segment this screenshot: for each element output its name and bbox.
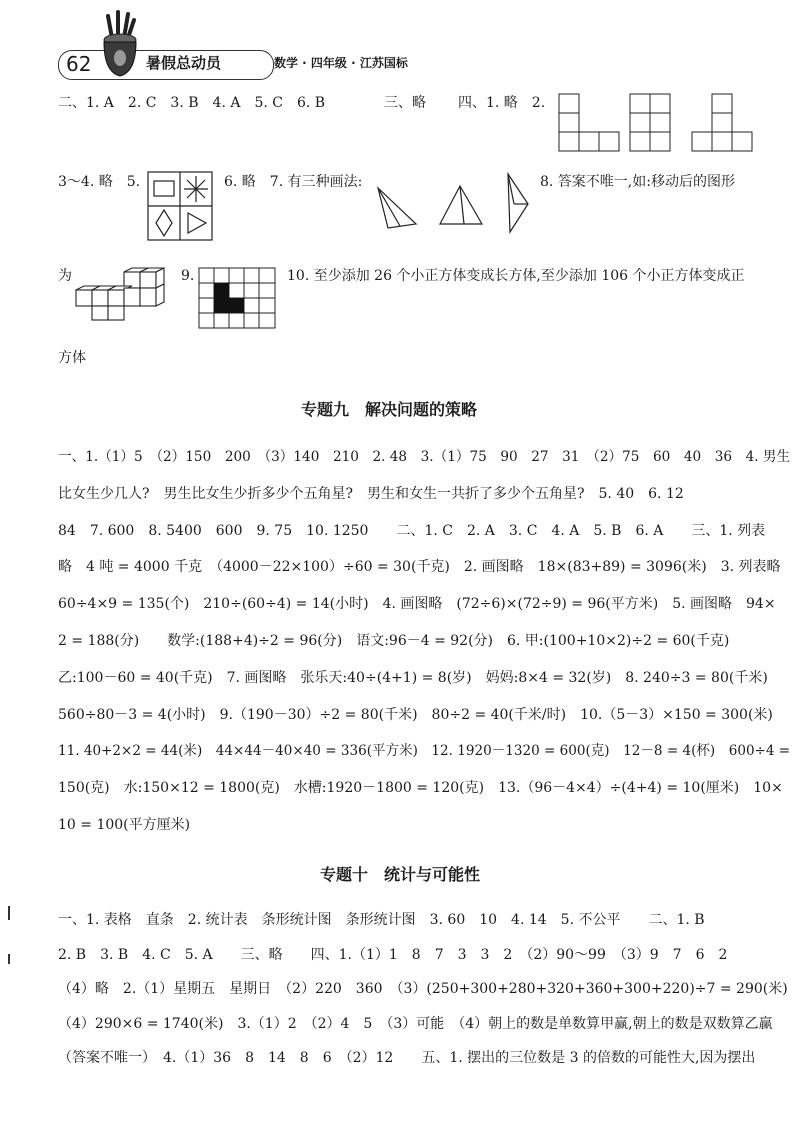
answer-line: （4）略 2.（1）星期五 星期日 （2）220 360 （3）(250+300+280+320+360+300+220)÷7 = 290(米) [58,981,788,997]
answer-line: 84 7. 600 8. 5400 600 9. 75 10. 1250 二、1. C 2. A 3. C 4. A 5. B 6. A 三、1. 列表 [58,522,766,539]
answer-line: 一、1.（1）5 （2）150 200 （3）140 210 2. 48 3.（1）75 90 27 31 （2）75 60 40 36 4. 男生 [58,449,791,465]
answer-line: 三、略 [384,95,426,111]
answer-line: 二、1. A 2. C 3. B 4. A 5. C 6. B [58,95,326,111]
section-title: 专题九 解决问题的策略 [301,400,478,419]
page-number: 62 [66,52,92,76]
answer-line: 2 = 188(分) 数学:(188+4)÷2 = 96(分) 语文:96－4 = 92(分) 6. 甲:(100+10×2)÷2 = 60(千克) [58,633,730,649]
answer-line: 方体 [58,350,86,366]
margin-mark [8,954,10,964]
margin-mark [8,906,10,920]
answer-line: 10 = 100(平方厘米) [58,817,191,833]
answer-line: 150(克) 水:150×12 = 1800(克) 水槽:1920－1800 = 120(克) 13.（96－4×4）÷(4+4) = 10(厘米) 10× [58,780,783,797]
answer-line: 3～4. 略 5. [58,174,141,190]
answer-line: 60÷4×9 = 135(个) 210÷(60÷4) = 14(小时) 4. 画图略 (72÷6)×(72÷9) = 96(平方米) 5. 画图略 94× [58,596,776,613]
answer-line: 8. 答案不唯一,如:移动后的图形 [540,174,735,190]
triangle-drawing-3 [504,172,532,234]
book-title: 暑假总动员 [146,54,222,72]
three-view-figure-1 [557,92,623,154]
chef-hat-figure-icon [94,10,146,82]
book-subtitle: 数学 · 四年级 · 江苏国标 [274,56,408,70]
answer-line: 11. 40+2×2 = 44(米) 44×44－40×40 = 336(平方米) 12. 1920－1320 = 600(克) 12－8 = 4(杯) 600÷4 = [58,743,791,760]
answer-line: 四、1. 略 2. [458,95,546,111]
answer-line: 略 4 吨 = 4000 千克 （4000－22×100）÷60 = 30(千克) 2. 画图略 18×(83+89) = 3096(米) 3. 列表略 [58,559,781,576]
answer-line: 一、1. 表格 直条 2. 统计表 条形统计图 条形统计图 3. 60 10 4. 14 5. 不公平 二、1. B [58,912,705,928]
answer-line: 9. [181,268,195,284]
answer-line: （4）290×6 = 1740(米) 3.（1）2 （2）4 5 （3）可能 （4）朝上的数是单数算甲赢,朝上的数是双数算乙赢 [58,1015,773,1032]
three-view-figure-3 [690,92,756,154]
answer-line: 6. 略 7. 有三种画法: [224,174,363,190]
shape-grid-figure [146,170,214,242]
answer-line: 560÷80－3 = 4(小时) 9.（190－30）÷2 = 80(千米) 80÷2 = 40(千米/时) 10.（5－3）×150 = 300(米) [58,706,773,723]
grid-figure [197,266,277,330]
answer-line: 比女生少几人? 男生比女生少折多少个五角星? 男生和女生一共折了多少个五角星? 5. 40 6. 12 [58,485,684,502]
triangle-drawing-1 [374,180,420,230]
answer-line: （答案不唯一） 4.（1）36 8 14 8 6 （2）12 五、1. 摆出的三位数是 3 的倍数的可能性大,因为摆出 [58,1050,756,1066]
answer-line: 2. B 3. B 4. C 5. A 三、略 四、1.（1）1 8 7 3 3 2 （2）90～99 （3）9 7 6 2 [58,946,728,963]
answer-line: 乙:100－60 = 40(千克) 7. 画图略 张乐天:40÷(4+1) = 8(岁) 妈妈:8×4 = 32(岁) 8. 240÷3 = 80(千米) [58,669,768,686]
answer-line: 10. 至少添加 26 个小正方体变成长方体,至少添加 106 个小正方体变成正 [287,268,745,284]
cube-stack-figure [72,266,172,322]
triangle-drawing-2 [436,184,486,228]
answer-line: 为 [58,268,72,284]
three-view-figure-2 [628,92,674,154]
section-title: 专题十 统计与可能性 [320,865,481,884]
